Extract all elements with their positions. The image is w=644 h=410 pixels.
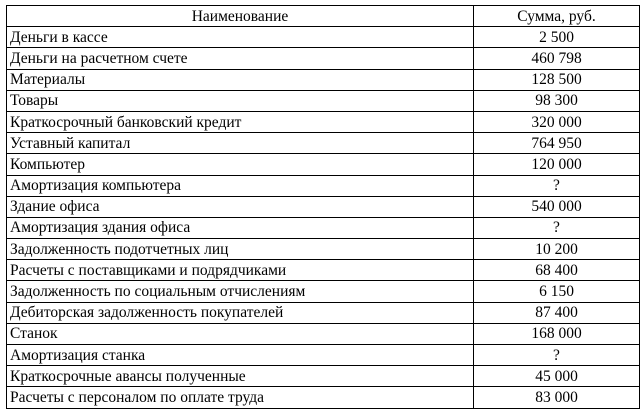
row-name-cell: Расчеты с поставщиками и подрядчиками (7, 260, 474, 281)
row-name-cell: Краткосрочный банковский кредит (7, 111, 474, 132)
row-sum-cell: 87 400 (474, 302, 640, 323)
row-sum-cell: 83 000 (474, 387, 640, 408)
table-row (7, 27, 640, 48)
row-name-cell: Задолженность по социальным отчислениям (7, 281, 474, 302)
balance-table (6, 5, 640, 409)
table-row (7, 323, 640, 344)
table-row (7, 196, 640, 217)
row-name-cell: Амортизация станка (7, 345, 474, 366)
row-name-cell: Материалы (7, 69, 474, 90)
row-name-cell: Уставный капитал (7, 133, 474, 154)
row-sum-cell: 128 500 (474, 69, 640, 90)
table-row (7, 175, 640, 196)
row-sum-cell: 120 000 (474, 154, 640, 175)
row-sum-cell: 460 798 (474, 48, 640, 69)
row-sum-cell: ? (474, 217, 640, 238)
row-name-cell: Здание офиса (7, 196, 474, 217)
table-row (7, 217, 640, 238)
table-row (7, 133, 640, 154)
table-row (7, 366, 640, 387)
row-sum-cell: 6 150 (474, 281, 640, 302)
row-sum-cell: 168 000 (474, 323, 640, 344)
table-row (7, 260, 640, 281)
row-name-cell: Товары (7, 90, 474, 111)
table-row (7, 154, 640, 175)
header-row (7, 6, 640, 27)
row-name-cell: Компьютер (7, 154, 474, 175)
row-sum-cell: ? (474, 345, 640, 366)
row-sum-cell: 10 200 (474, 239, 640, 260)
row-name-cell: Станок (7, 323, 474, 344)
row-name-cell: Амортизация компьютера (7, 175, 474, 196)
row-sum-cell: 2 500 (474, 27, 640, 48)
row-sum-cell: 764 950 (474, 133, 640, 154)
row-name-cell: Расчеты с персоналом по оплате труда (7, 387, 474, 408)
table-row (7, 111, 640, 132)
row-name-cell: Амортизация здания офиса (7, 217, 474, 238)
header-sum: Сумма, руб. (474, 6, 640, 27)
table-row (7, 302, 640, 323)
table-row (7, 281, 640, 302)
row-sum-cell: ? (474, 175, 640, 196)
header-name: Наименование (7, 6, 474, 27)
row-sum-cell: 320 000 (474, 111, 640, 132)
table-body (7, 27, 640, 408)
row-sum-cell: 98 300 (474, 90, 640, 111)
table-row (7, 345, 640, 366)
row-name-cell: Деньги на расчетном счете (7, 48, 474, 69)
table-row (7, 239, 640, 260)
row-sum-cell: 45 000 (474, 366, 640, 387)
table-row (7, 90, 640, 111)
row-name-cell: Деньги в кассе (7, 27, 474, 48)
row-sum-cell: 540 000 (474, 196, 640, 217)
table-row (7, 387, 640, 408)
table-row (7, 48, 640, 69)
table-row (7, 69, 640, 90)
row-name-cell: Краткосрочные авансы полученные (7, 366, 474, 387)
row-name-cell: Дебиторская задолженность покупателей (7, 302, 474, 323)
row-sum-cell: 68 400 (474, 260, 640, 281)
row-name-cell: Задолженность подотчетных лиц (7, 239, 474, 260)
